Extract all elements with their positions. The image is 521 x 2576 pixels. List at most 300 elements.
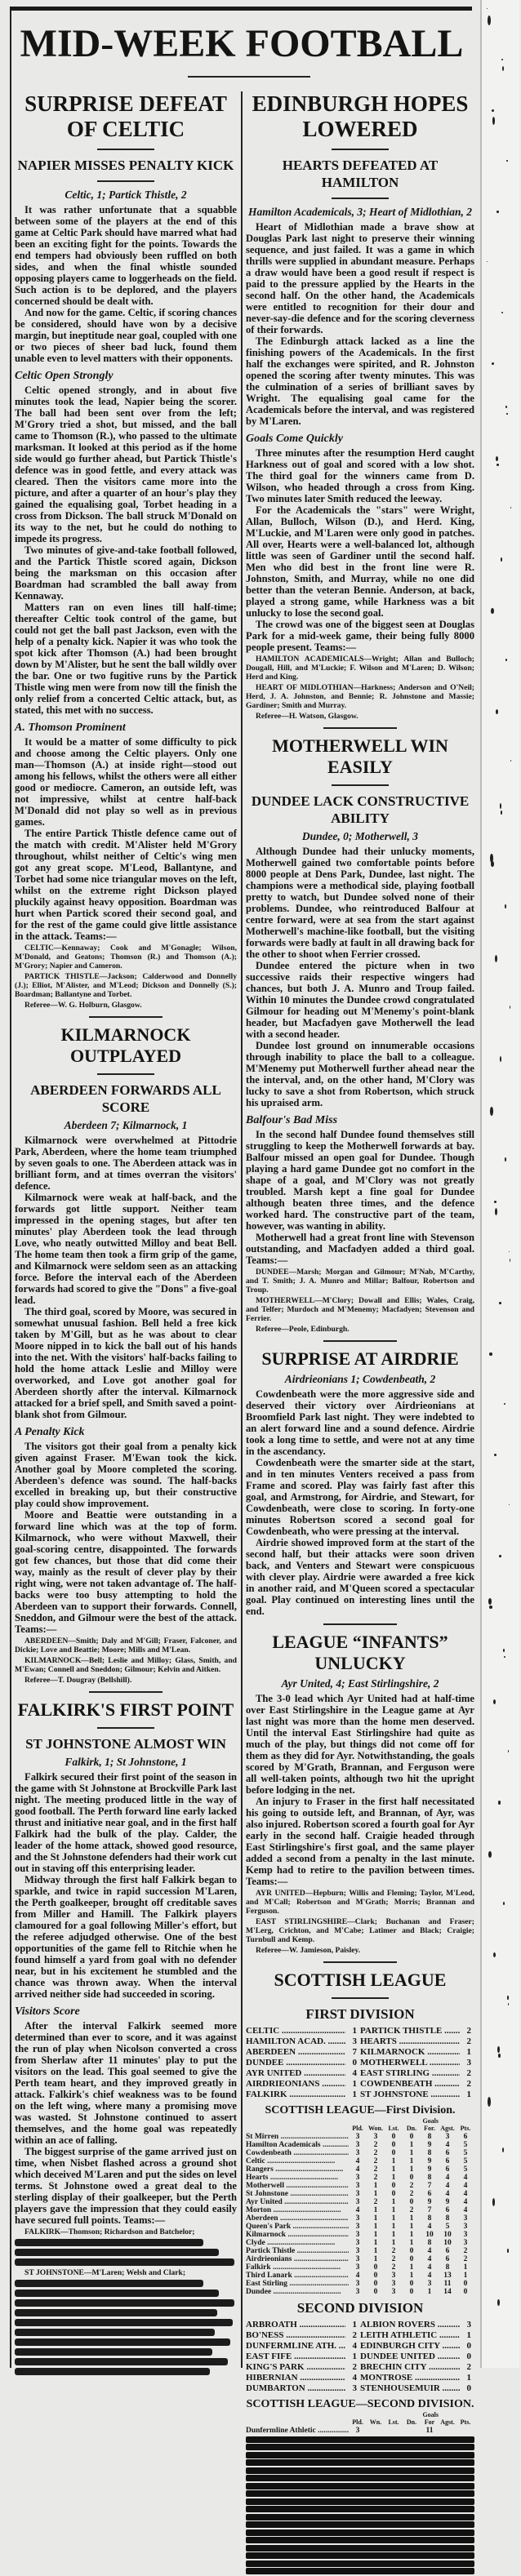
column-header: Lst. [388,2125,399,2132]
scan-speck [496,456,498,461]
paragraph: The Edinburgh attack lacked as a line the finishing powers of the Academicals. In the first half the exchanges were spirited, and R. Johnston opened the scoring after twenty minutes. This was the culmination of a series of brilliant saves by Wright. The equalising goal came for the Academicals before the interval, and was registered by M'Laren. [246,335,474,427]
paragraph: Two minutes of give-and-take football followed, and the Partick Thistle scored again, Dickson being the marksman on this occasion after Boardman had scrambled the ball away from Kennaway. [15,544,237,602]
column-header: Pts. [460,2125,471,2132]
table-cell: 5 [463,2157,468,2165]
illegible-text [15,2249,219,2256]
away-team [360,2320,474,2330]
match-score: Aberdeen 7; Kilmarnock, 1 [64,1119,188,1131]
scan-speck [497,211,499,213]
table-cell: 3 [355,2255,360,2263]
goals: 3 [466,2058,471,2067]
scan-speck [497,2299,500,2306]
table-row [246,2239,474,2247]
table-header [246,2125,474,2133]
table-cell: 1 [391,2157,396,2165]
table-cell: 5 [463,2141,468,2149]
illegible-table-row [246,2475,474,2481]
home-team [246,2090,360,2100]
goals: 2 [466,2362,471,2372]
table-cell: 1 [391,2165,396,2174]
article [246,91,474,721]
table-cell: 1 [463,2263,468,2272]
column-header: Pts. [460,2418,471,2426]
table-cell: 0 [409,2133,414,2141]
table-cell: 3 [463,2214,468,2223]
paragraph: Dundee lost ground on innumerable occasions through inability to place the ball to a colleague. M'Menemy put Motherwell further ahead near the the interval, and, on the other hand, M'Clory was lucky to save a shot from Robertson, which struck his upraised arm. [246,1040,474,1108]
table-cell: 3 [355,2288,360,2296]
team-lineup: MOTHERWELL—M'Clory; Dowall and Ellis; Wales, Craig, and Telfer; Murdoch and M'Menemy; Macfadyen; Stevenson and Ferrier. [246,1296,474,1323]
article-headline: FALKIRK'S FIRST POINT [17,1699,234,1720]
table-cell: 3 [463,2239,468,2247]
table-cell: 0 [463,2288,468,2296]
table-cell: 0 [391,2182,396,2190]
team-lineup: DUNDEE—Marsh; Morgan and Gilmour; M'Nab, M'Carthy, and T. Smith; J. A. Munro and Millar; Balfour, Robertson and Troup. [246,1268,474,1295]
scan-speck [495,955,497,962]
table-cell: 4 [427,2255,432,2263]
section-rule [323,1340,397,1342]
table-cell: 1 [409,2231,414,2239]
illegible-table-row [246,2545,474,2552]
table-cell: 4 [463,2198,468,2206]
division-heading: SECOND DIVISION [296,2300,424,2316]
table-row [246,2255,474,2263]
article-subheadline: DUNDEE LACK CONSTRUCTIVE ABILITY [251,793,470,826]
away-team [360,2352,474,2362]
away-team [360,2373,474,2383]
team-name: AIRDRIEONIANS ..... [246,2079,345,2090]
table-row [246,2141,474,2149]
away-team [360,2026,474,2036]
illegible-text [15,2358,228,2365]
table-header [246,2418,474,2427]
table-cell: 2 [409,2182,414,2190]
article-subheadline: HEARTS DEFEATED AT HAMILTON [282,158,439,190]
team-name: ABERDEEN ..... [246,2047,345,2058]
table-cell: 1 [373,2206,378,2214]
paragraph: Matters ran on even lines till half-time; thereafter Celtic took control of the game, but could not get the ball past Jackson, even with the help of a penalty kick. Napier it was who took the spot kick after Thomson (A.) had been brought down by M'Alister, but he sent the ball wildly over the bar. One or two fugitive runs by the Partick Thistle wing men were from now till the finish the only relief from a concerted Celtic attack, but, as stated, this met with no success. [15,602,237,716]
paragraph: Heart of Midlothian made a brave show at Douglas Park last night to preserve their winning sequence, and just failed. It was a game in which thrills were supplied in abundant measure. Perhaps a draw would have been a good result if respect is paid to the pressure applied by the Hearts in the second half. On the other hand, the Academicals were entitled to recognition for their dour and never-say-die defence and for the scoring cleverness of their forwards. [246,221,474,335]
team-name: KILMARNOCK ..... [360,2047,460,2058]
team-name: EAST FIFE ..... [246,2352,345,2362]
paragraph: The third goal, scored by Moore, was secured in somewhat unusual fashion. Bell held a free kick taken by M'Gill, but as he was about to clear Moore nipped in to kick the ball out of his hands into the net. With the visitors' half-backs failing to hold the home attack Leslie and Milloy were overworked, and Love got another goal for Aberdeen shortly after the interval. Kilmarnock attacked for a brief spell, and Smith saved a point-blank shot from Gilmour. [15,1306,237,1420]
table-cell: 1 [409,2141,414,2149]
paragraph: The entire Partick Thistle defence came out of the match with credit. M'Alister held M'Grory throughout, whilst neither of Celtic's wing men got any great scope. M'Leod, Ballantyne, and Torbet had some nice triangular moves on the left, whilst on the extreme right Dickson played pluckily against heavy opposition. Boardman was hurt when Partick scored their second goal, and for the rest of the game could give little assistance in the attack. Teams:— [15,828,237,942]
home-team [246,2026,360,2036]
illegible-table-row [246,2444,474,2450]
table-cell: 10 [443,2231,452,2239]
team-name: St Johnstone ..... [246,2190,349,2198]
table-row [246,2165,474,2174]
top-rule [10,7,472,11]
team-name: ST JOHNSTONE ..... [360,2090,460,2100]
team-name: Queen's Park ..... [246,2223,349,2231]
table-row [246,2288,474,2296]
scan-speck [497,464,499,466]
section-rule [323,1623,397,1625]
goals: 0 [466,2383,471,2393]
team-name: BRECHIN CITY ..... [360,2362,460,2373]
goals: 1 [352,2352,357,2361]
table-cell: 1 [373,2255,378,2263]
table-cell: 6 [445,2149,450,2157]
table-cell: 1 [373,2239,378,2247]
table-cell: 8 [445,2214,450,2223]
division-heading: FIRST DIVISION [305,2006,415,2022]
table-cell: 2 [373,2149,378,2157]
table-cell: 6 [445,2157,450,2165]
table-cell: 9 [427,2157,432,2165]
paragraph: Motherwell had a great front line with Stevenson outstanding, and Macfadyen added a third goal. Teams:— [246,1232,474,1266]
paragraph: An injury to Fraser in the first half necessitated his going to outside left, and Brannan, of Ayr, was also injured. Robertson scored a fourth goal for Ayr early in the second half. Craigie headed through East Stirlingshire's first goal, and the same player added a second from a penalty in the last minute. Kemp had to retire to the pavilion between times. Teams:— [246,1796,474,1887]
goals: 2 [466,2036,471,2046]
headline-rule [332,784,389,786]
illegible-table-row [246,2529,474,2536]
goals-header: Goals [422,2117,439,2125]
illegible-table-row [246,2490,474,2497]
table-cell: 3 [445,2133,450,2141]
away-team [360,2330,474,2341]
team-name: Morton ..... [246,2206,349,2214]
goals: 1 [466,2047,471,2057]
table-cell: 9 [445,2198,450,2206]
paragraph: The biggest surprise of the game arrived just on time, when Nisbet flashed across a ground shot which deceived M'Laren and put the sides on level terms. St Johnstone owed a great deal to the sterling display of their goalkeeper, but the Perth players gave the impression that they could easily have secured full points. Teams:— [15,2146,237,2226]
scan-speck [499,1302,501,1304]
team-name: Airdrieonians ..... [246,2255,349,2263]
match-score: Celtic, 1; Partick Thistle, 2 [65,189,187,201]
home-team [246,2079,360,2090]
league-title: SCOTTISH LEAGUE [274,1970,447,1990]
team-name: STENHOUSEMUIR ..... [360,2383,460,2394]
article [246,1340,474,1617]
scan-margin [480,0,519,2368]
illegible-text [15,2290,219,2297]
team-name: FALKIRK ..... [246,2090,345,2100]
table-cell: 1 [427,2288,432,2296]
paragraph: Falkirk secured their first point of the season in the game with St Johnstone at Brockville Park last night. The meeting produced little in the way of good football. The Perth forward line early lacked thrust and initiative near goal, and in the first half Falkirk had the bulk of the play. Calder, the leader of the home attack, showed good resource, and the St Johnstone defenders had their work cut out in staving off this enterprising leader. [15,1771,237,1874]
scan-speck [506,413,508,415]
away-team [360,2079,474,2090]
match-score: Dundee, 0; Motherwell, 3 [301,830,419,842]
result-row [246,2068,474,2079]
table-cell: 3 [355,2280,360,2288]
goals: 0 [466,2341,471,2351]
paragraph: Three minutes after the resumption Herd caught Harkness out of goal and scored with a low shot. The third goal for the winners came from D. Wilson, who headed through a cross from King. Two minutes later Smith reduced the leeway. [246,447,474,504]
table-cell: 1 [391,2214,396,2223]
table-cell: 2 [373,2141,378,2149]
table-cell: 0 [409,2174,414,2182]
section-subheading: A. Thomson Prominent [15,722,126,734]
headline-rule [97,149,154,150]
table-cell: 3 [391,2280,396,2288]
scan-speck [488,1598,492,1605]
match-score: Airdrieonians 1; Cowdenbeath, 2 [284,1373,436,1385]
table-cell: 8 [427,2214,432,2223]
referee-line: Referee—W. Jamieson, Paisley. [256,1946,361,1955]
team-name: BO'NESS ..... [246,2330,345,2341]
away-team [360,2341,474,2352]
column-header: Pld. [352,2125,363,2132]
table-cell: 3 [463,2231,468,2239]
referee-line: Referee—T. Dougray (Bellshill). [24,1676,132,1685]
table-cell: 1 [391,2174,396,2182]
illegible-text [15,2329,215,2336]
table-cell: 2 [463,2247,468,2255]
result-row [246,2330,474,2341]
team-lineup: ABERDEEN—Smith; Daly and M'Gill; Fraser, Falconer, and Dickie; Love and Beattie; Moore; Mills and M'Lean. [15,1637,237,1654]
table-cell: 8 [445,2263,450,2272]
scan-speck [505,904,506,908]
result-row [246,2320,474,2330]
goals: 0 [352,2058,357,2067]
away-team [360,2058,474,2068]
team-lineup: AYR UNITED—Hepburn; Willis and Fleming; Taylor, M'Leod, and M'Call; Robertson and M'Grath; Morris; Brannan and Ferguson. [246,1889,474,1916]
home-team [246,2330,360,2341]
scan-speck [507,1996,509,2000]
home-team [246,2058,360,2068]
table-cell: 4 [445,2190,450,2198]
header-spacer [246,2125,349,2133]
table-cell: 7 [427,2182,432,2190]
table-cell: 3 [463,2223,468,2231]
scan-speck [496,709,498,714]
team-name: Rangers ..... [246,2165,349,2174]
table-cell: 3 [355,2190,360,2198]
table-cell: 3 [355,2239,360,2247]
match-score: Ayr United, 4; East Stirlingshire, 2 [281,1677,439,1690]
goals: 1 [352,2090,357,2099]
table-cell: 9 [427,2165,432,2174]
team-name: DUMBARTON ..... [246,2383,345,2394]
scan-speck [497,2046,500,2053]
table-cell: 6 [445,2247,450,2255]
article-headline: LEAGUE “INFANTS” UNLUCKY [272,1632,448,1673]
team-lineup: ST JOHNSTONE—M'Laren; Welsh and Clark; [24,2268,186,2277]
scan-speck [498,1801,501,1805]
article-subheadline: NAPIER MISSES PENALTY KICK [17,158,234,173]
table-cell: 3 [391,2288,396,2296]
paragraph: The 3-0 lead which Ayr United had at half-time over East Stirlingshire in the League game at Ayr last night was more than the home men deserved. Until the interval East Stirlingshire had quite as much of the play, but things did not come off for them as they did for Ayr. Notwithstanding, the goals scored by M'Grath, Brannan, and Ferguson were all well-taken points, although two hit the upright before lodging in the net. [246,1693,474,1796]
column-divider [241,91,243,2368]
table-title: SCOTTISH LEAGUE—First Division. [265,2104,456,2116]
table-cell: 3 [355,2223,360,2231]
table-row [246,2272,474,2280]
table-cell: 0 [373,2272,378,2280]
team-name: ALBION ROVERS ..... [360,2320,460,2330]
team-name: Cowdenbeath ..... [246,2149,349,2157]
home-team [246,2352,360,2362]
paragraph: Dundee entered the picture when in two successive raids their respective wingers had chances, but both J. A. Munro and Troup failed. Within 10 minutes the Dundee crowd congratulated Gilmour for heading out M'Menemy's point-blank header, but Macfadyen gave Motherwell the lead with a second header. [246,960,474,1040]
table-cell: 1 [409,2165,414,2174]
home-team [246,2341,360,2352]
goals: 2 [466,2068,471,2078]
table-cell: 4 [463,2206,468,2214]
away-team [360,2383,474,2394]
team-name: Partick Thistle ..... [246,2247,349,2255]
team-lineup: PARTICK THISTLE—Jackson; Calderwood and Donnelly (J.); Elliot, M'Alister, and M'Leod; Dickson and Donnelly (S.); Boardman; Ballantyne and Torbet. [15,972,237,999]
team-name: Celtic ..... [246,2157,349,2165]
team-name: COWDENBEATH ..... [360,2079,460,2090]
paragraph: It was rather unfortunate that a squabble between some of the players at the end of this game at Celtic Park should have marred what had been an exciting fight for the points. Towards the end tempers had obviously been ruffled on both sides, and when the final whistle sounded opposing players came to loggerheads on the field. Such action is to be deplored, and the players concerned should be dealt with. [15,204,237,307]
table-cell: 0 [391,2141,396,2149]
paragraph: After the interval Falkirk seemed more determined than ever to score, and it was against the run of play when Nicolson converted a cross from Sherlaw after 11 minutes' play to put the visitors on the lead. This goal seemed to give the Perth team heart, and they improved greatly in attack. Falkirk's chief weakness was to be found on the left wing, where many a promising move was wasted. St Johnstone continued to assert themselves, and the home goal was repeatedly within an ace of falling. [15,2020,237,2146]
scan-speck [506,160,508,162]
paragraph: Although Dundee had their unlucky moments, Motherwell gained two comfortable points before 8000 people at Dens Park, Dundee, last night. The champions were a methodical side, playing football pretty to watch, but Dundee solved none of their problems. Dundee, who reintroduced Balfour at centre forward, were at sea from the start against Motherwell's machine-like football, but the visiting forwards were badly at fault in all drawing back for the other to shoot when Ferrier crossed. [246,846,474,960]
team-lineup: KILMARNOCK—Bell; Leslie and Milloy; Glass, Smith, and M'Ewan; Connell and Sneddon; Gilmour; Kelvin and Aitken. [15,1656,237,1674]
article-headline: SURPRISE AT AIRDRIE [261,1348,459,1369]
result-row [246,2352,474,2362]
team-name: PARTICK THISTLE ..... [360,2026,460,2036]
table-cell: 4 [445,2182,450,2190]
scan-speck [491,861,494,867]
section-rule [89,1691,163,1693]
match-score: Hamilton Academicals, 3; Heart of Midlothian, 2 [247,206,472,218]
table-cell: 4 [355,2272,360,2280]
table-cell: 2 [373,2165,378,2174]
paragraph: Airdrie showed improved form at the start of the second half, but their attacks were soon driven back, and Venters and Stewart were conspicuous with clever play. Airdrie were awarded a free kick in another raid, and M'Queen scored a spectacular goal. Play continued on interesting lines until the end. [246,1537,474,1617]
team-name: Dundee ..... [246,2288,349,2296]
table-cell: 4 [355,2165,360,2174]
paragraph: Cowdenbeath were the more aggressive side and deserved their victory over Airdrieonians at Broomfield Park last night. They were indebted to an alert forward line and a sound defence. Airdrie took a long time to settle, and were not at any time in the ascendancy. [246,1388,474,1457]
result-row [246,2341,474,2352]
table-cell: 3 [427,2280,432,2288]
paragraph: It would be a matter of some difficulty to pick and choose among the Celtic players. Only one man—Thomson (A.) at inside right—stood out among his fellows, whilst the others were all either good or mediocre. Cameron, an outside left, was not impressive, whilst at centre half-back M'Donald did not play so well as in previous games. [15,736,237,828]
table-row [246,2263,474,2272]
paragraph: Celtic opened strongly, and in about five minutes took the lead, Napier being the scorer. The ball had been sent over from the left; M'Grory tried a shot, but missed, and the ball came to Thomson (R.), who passed to the ultimate marksman. It looked at this period as if the home side would go further ahead, but Partick Thistle's defence was in good fettle, and every attack was cleared. Then the visitors came more into the picture, and after a quarter of an hour's play they gained the equalising goal, Torbet heading in a cross from Dickson. The ball struck M'Donald on its way to the net, but he could do nothing to impede its progress. [15,384,237,544]
illegible-table-row [246,2560,474,2567]
team-name: EDINBURGH CITY ..... [360,2341,460,2352]
illegible-table-row [246,2537,474,2543]
illegible-text [15,2258,234,2266]
table-cell: 3 [355,2133,360,2141]
paragraph: Midway through the first half Falkirk began to sparkle, and twice in rapid succession M'Laren, the Perth goalkeeper, brought off creditable saves from Miller and Hamill. The Falkirk players clamoured for a goal following Miller's effort, but the referee adjudged otherwise. One of the best opportunities of the game fell to Ritchie when he found himself a yard from goal with no defender near, but in his excitement he stumbled and the chance was thrown away. When the interval arrived neither side had succeeded in scoring. [15,1874,237,2000]
table-cell: 2 [409,2206,414,2214]
result-row [246,2058,474,2068]
team-name: East Stirling ..... [246,2280,349,2288]
table-cell: 0 [463,2280,468,2288]
illegible-table-row [246,2568,474,2574]
table-row [246,2198,474,2206]
table-row [246,2157,474,2165]
team-lineup: HEART OF MIDLOTHIAN—Harkness; Anderson and O'Neil; Herd, J. A. Johnston, and Bennie; R. Johnstone and Massie; Gardiner; Smith and Murray. [246,683,474,710]
table-row [246,2223,474,2231]
scan-speck [503,1649,505,1652]
section-subheading: Celtic Open Strongly [15,370,114,382]
goals: 4 [352,2341,357,2351]
result-row [246,2090,474,2100]
goals: 4 [352,2068,357,2078]
table-row [246,2133,474,2141]
headline-rule [332,198,389,199]
table-cell: 1 [373,2247,378,2255]
result-row [246,2383,474,2394]
table-cell: 13 [443,2272,452,2280]
table-cell: 3 [355,2141,360,2149]
table-cell: 8 [427,2174,432,2182]
scan-speck [505,1157,506,1161]
table-cell: 1 [391,2206,396,2214]
scan-speck [489,1352,492,1356]
team-name: Dunfermline Athletic ..... [246,2427,349,2435]
table-cell: 2 [391,2263,396,2272]
paragraph: Kilmarnock were overwhelmed at Pittodrie Park, Aberdeen, where the home team triumphed by seven goals to one. The Aberdeen attack was in brilliant form, and at times overran the visitors' defence. [15,1135,237,1192]
table-cell: 0 [409,2280,414,2288]
scan-speck [505,406,507,408]
scan-speck [498,2054,501,2058]
scan-speck [488,16,491,25]
team-name: Hamilton Academicals ..... [246,2141,349,2149]
referee-line: Referee—Peole, Edinburgh. [256,1325,350,1334]
scan-speck [504,1656,505,1658]
scan-speck [489,1606,492,1609]
paragraph: In the second half Dundee found themselves still struggling to keep the Motherwell forwards at bay. Balfour missed an open goal for Dundee. Though playing a hard game Dundee got no comfort in the shape of a goal, and M'Clory was not greatly troubled. Marsh kept a fine goal for Dundee although beaten three times, and the defence worked hard. The constructive part of the team, however, was wanting in ability. [246,1129,474,1232]
section-rule [323,727,397,729]
illegible-table-row [246,2459,474,2466]
illegible-text [15,2239,203,2246]
scan-speck [490,1107,493,1116]
table-cell: 2 [463,2255,468,2263]
section-rule [89,1016,163,1018]
column-header: For. [424,2125,435,2132]
scan-speck [495,1208,497,1215]
team-name: Falkirk ..... [246,2263,349,2272]
league-section [246,1961,474,2574]
team-name: CELTIC ..... [246,2026,345,2036]
table-cell: 1 [391,2231,396,2239]
goals: 1 [352,2079,357,2089]
table-cell: 3 [355,2427,360,2435]
table-cell: 0 [409,2255,414,2263]
table-cell: 0 [391,2149,396,2157]
table-title: SCOTTISH LEAGUE—SECOND DIVISION. [246,2398,474,2410]
table-cell [403,2427,421,2435]
table-cell: 9 [427,2198,432,2206]
table-cell [456,2427,474,2435]
table-cell: 3 [355,2149,360,2157]
table-cell: 1 [373,2190,378,2198]
goals: 1 [466,2330,471,2340]
paragraph: And now for the game. Celtic, if scoring chances be considered, should have won by a decisive margin, but ineptitude near goal, coupled with one or two pieces of sheer bad luck, found them unable even to level matters with their opponents. [15,307,237,364]
result-row [246,2026,474,2036]
table-cell: 3 [355,2182,360,2190]
table-cell: 1 [373,2223,378,2231]
table-cell: 3 [355,2247,360,2255]
goals: 1 [352,2320,357,2330]
home-team [246,2036,360,2047]
table-cell: 4 [463,2190,468,2198]
away-team [360,2047,474,2058]
table-row [246,2247,474,2255]
header-spacer [246,2418,349,2427]
article-subheadline: ST JOHNSTONE ALMOST WIN [25,1736,226,1752]
headline-rule [332,149,389,150]
team-name: HEARTS ..... [360,2036,460,2047]
team-lineup: CELTIC—Kennaway; Cook and M'Gonagle; Wilson, M'Donald, and Geatons; Thomson (R.) and Thomson (A.); M'Grory; Napier and Cameron. [15,944,237,970]
team-name: Hearts ..... [246,2174,349,2182]
team-name: DUNDEE UNITED ..... [360,2352,460,2362]
illegible-table-row [246,2514,474,2520]
table-cell: 4 [445,2174,450,2182]
illegible-text [15,2280,203,2287]
goals: 2 [466,2026,471,2036]
masthead-rule [188,76,310,78]
table-cell: 4 [355,2157,360,2165]
team-name: St Mirren ..... [246,2133,349,2141]
article-headline: EDINBURGH HOPES LOWERED [252,91,469,141]
table-cell: 1 [409,2272,414,2280]
team-name: KING'S PARK ..... [246,2362,345,2373]
team-name: LEITH ATHLETIC ..... [360,2330,460,2341]
team-name: Clyde ..... [246,2239,349,2247]
